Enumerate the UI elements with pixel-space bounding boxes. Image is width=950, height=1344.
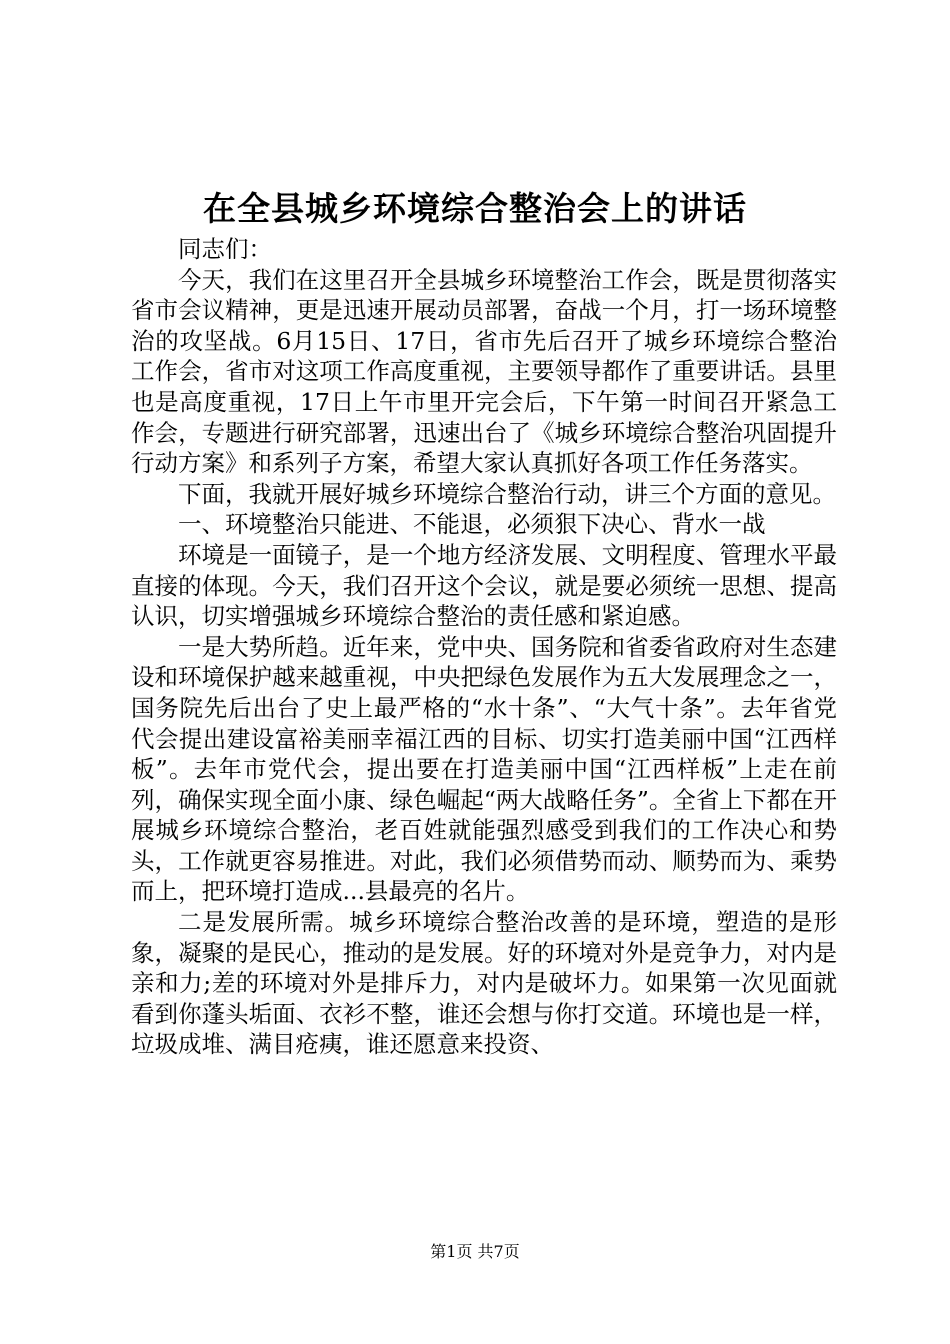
document-body: [131, 234, 837, 1060]
body-paragraph: 一是大势所趋。近年来，党中央、国务院和省委省政府对生态建设和环境保护越来越重视，中央把绿色发展作为五大发展理念之一，国务院先后出台了史上最严格的“水十条”、“大气十条”。去年省党代会提出建设富裕美丽幸福江西的目标、切实打造美丽中国“江西样板”。去年市党代会，提出要在打造美丽中国“江西样板”上走在前列，确保实现全面小康、绿色崛起“两大战略任务”。全省上下都在开展城乡环境综合整治，老百姓就能强烈感受到我们的工作决心和势头，工作就更容易推进。对此，我们必须借势而动、顺势而为、乘势而上，把环境打造成...县最亮的名片。: [131, 632, 837, 906]
body-paragraph: 下面，我就开展好城乡环境综合整治行动，讲三个方面的意见。: [178, 479, 836, 508]
page-number-footer: 第1页 共7页: [430, 1242, 520, 1261]
section-heading: 一、环境整治只能进、不能退，必须狠下决心、背水一战: [178, 510, 766, 539]
body-paragraph: 今天，我们在这里召开全县城乡环境整治工作会，既是贯彻落实省市会议精神，更是迅速开展动员部署，奋战一个月，打一场环境整治的攻坚战。6月15日、17日，省市先后召开了城乡环境综合整治工作会，省市对这项工作高度重视，主要领导都作了重要讲话。县里也是高度重视，17日上午市里开完会后，下午第一时间召开紧急工作会，专题进行研究部署，迅速出台了《城乡环境综合整治巩固提升行动方案》和系列子方案，希望大家认真抓好各项工作任务落实。: [131, 265, 837, 478]
salutation-paragraph: 同志们：: [178, 235, 272, 263]
document-title: 在全县城乡环境综合整治会上的讲话: [203, 189, 747, 228]
body-paragraph: 环境是一面镜子，是一个地方经济发展、文明程度、管理水平最直接的体现。今天，我们召开这个会议，就是要必须统一思想、提高认识，切实增强城乡环境综合整治的责任感和紧迫感。: [131, 540, 837, 631]
body-paragraph: 二是发展所需。城乡环境综合整治改善的是环境，塑造的是形象，凝聚的是民心，推动的是发展。好的环境对外是竞争力，对内是亲和力;差的环境对外是排斥力，对内是破坏力。如果第一次见面就看到你蓬头垢面、衣衫不整，谁还会想与你打交道。环境也是一样，垃圾成堆、满目疮痍，谁还愿意来投资、: [131, 908, 837, 1059]
